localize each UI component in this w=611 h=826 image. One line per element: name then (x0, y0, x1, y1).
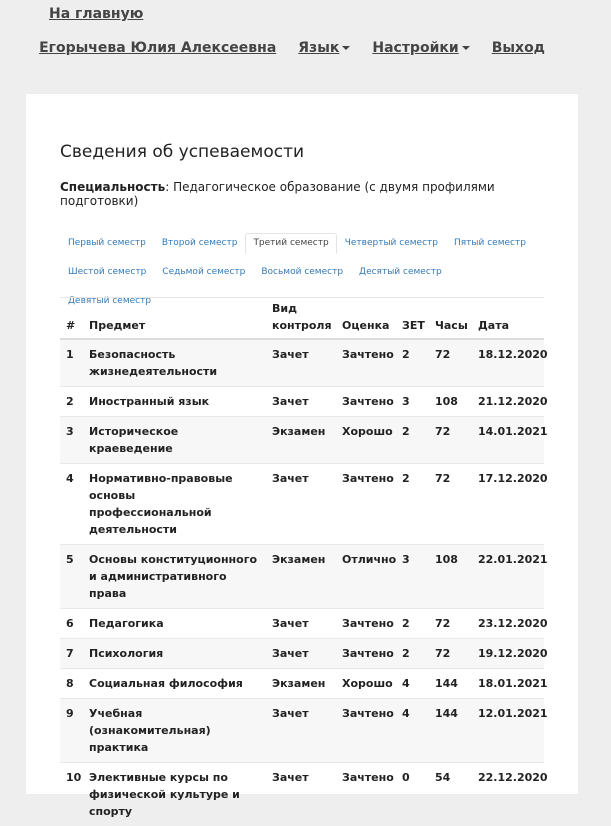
cell-grade: Зачтено (336, 387, 396, 417)
table-row (60, 699, 544, 763)
settings-label: Настройки (372, 40, 458, 56)
header-col-credits: ЗЕТ (396, 298, 429, 339)
header-col-date: Дата (472, 298, 544, 339)
language-dropdown[interactable] (298, 40, 350, 56)
cell-date: 22.12.2020 (472, 763, 544, 826)
cell-control-type: Зачет (266, 464, 336, 545)
cell-control-type: Зачет (266, 387, 336, 417)
cell-subject: Психология (83, 639, 266, 669)
cell-credits: 2 (396, 417, 429, 464)
cell-hours: 72 (429, 609, 472, 639)
tab-semester-5[interactable]: Пятый семестр (446, 233, 534, 254)
cell-number: 9 (60, 699, 83, 763)
grades-table-wrapper (60, 297, 544, 826)
cell-hours: 144 (429, 669, 472, 699)
cell-grade: Отлично (336, 545, 396, 609)
cell-hours: 72 (429, 464, 472, 545)
header-col-control-type: Вид контроля (266, 298, 336, 339)
tab-semester-7[interactable]: Седьмой семестр (154, 262, 253, 283)
cell-number: 10 (60, 763, 83, 826)
cell-subject: Безопасность жизнедеятельности (83, 339, 266, 387)
cell-control-type: Зачет (266, 639, 336, 669)
cell-grade: Зачтено (336, 609, 396, 639)
cell-number: 4 (60, 464, 83, 545)
cell-credits: 3 (396, 387, 429, 417)
tab-semester-6[interactable]: Шестой семестр (60, 262, 154, 283)
cell-grade: Хорошо (336, 417, 396, 464)
cell-grade: Зачтено (336, 763, 396, 826)
cell-control-type: Экзамен (266, 417, 336, 464)
tab-semester-3[interactable]: Третий семестр (245, 233, 336, 254)
cell-control-type: Зачет (266, 763, 336, 826)
cell-number: 5 (60, 545, 83, 609)
cell-date: 18.01.2021 (472, 669, 544, 699)
cell-subject: Учебная (ознакомительная) практика (83, 699, 266, 763)
cell-grade: Зачтено (336, 699, 396, 763)
specialty-label: Специальность (60, 180, 165, 194)
cell-hours: 72 (429, 417, 472, 464)
cell-date: 12.01.2021 (472, 699, 544, 763)
tab-semester-10[interactable]: Девятый семестр (60, 291, 159, 312)
table-body (60, 339, 544, 826)
caret-down-icon (342, 46, 350, 50)
cell-subject: Историческое краеведение (83, 417, 266, 464)
page-title: Сведения об успеваемости (60, 142, 304, 162)
top-nav (39, 40, 545, 56)
settings-dropdown[interactable] (372, 40, 469, 56)
table-row (60, 339, 544, 387)
language-label: Язык (298, 40, 339, 56)
cell-date: 14.01.2021 (472, 417, 544, 464)
cell-control-type: Зачет (266, 339, 336, 387)
cell-date: 19.12.2020 (472, 639, 544, 669)
cell-subject: Социальная философия (83, 669, 266, 699)
cell-hours: 108 (429, 387, 472, 417)
cell-control-type: Зачет (266, 609, 336, 639)
specialty-value: : Педагогическое образование (с двумя профилями подготовки) (60, 180, 495, 208)
cell-date: 21.12.2020 (472, 387, 544, 417)
cell-credits: 4 (396, 669, 429, 699)
tab-semester-9[interactable]: Десятый семестр (351, 262, 450, 283)
cell-credits: 2 (396, 609, 429, 639)
cell-control-type: Экзамен (266, 545, 336, 609)
cell-credits: 3 (396, 545, 429, 609)
cell-credits: 2 (396, 339, 429, 387)
cell-credits: 2 (396, 639, 429, 669)
cell-grade: Хорошо (336, 669, 396, 699)
cell-hours: 54 (429, 763, 472, 826)
cell-subject: Нормативно-правовые основы профессиональной деятельности (83, 464, 266, 545)
cell-control-type: Зачет (266, 699, 336, 763)
header-col-grade: Оценка (336, 298, 396, 339)
specialty-info (60, 180, 510, 208)
header-col-hours: Часы (429, 298, 472, 339)
tab-semester-8[interactable]: Восьмой семестр (253, 262, 351, 283)
table-header-row (60, 298, 544, 339)
table-row (60, 639, 544, 669)
cell-grade: Зачтено (336, 464, 396, 545)
table-row (60, 387, 544, 417)
table-row (60, 763, 544, 826)
table-row (60, 464, 544, 545)
cell-date: 22.01.2021 (472, 545, 544, 609)
cell-grade: Зачтено (336, 639, 396, 669)
caret-down-icon (462, 46, 470, 50)
header-col-number: # (60, 298, 83, 339)
cell-hours: 72 (429, 339, 472, 387)
tab-semester-4[interactable]: Четвертый семестр (337, 233, 446, 254)
cell-hours: 144 (429, 699, 472, 763)
cell-number: 7 (60, 639, 83, 669)
cell-date: 23.12.2020 (472, 609, 544, 639)
table-row (60, 545, 544, 609)
cell-subject: Педагогика (83, 609, 266, 639)
logout-link[interactable]: Выход (492, 40, 545, 56)
cell-credits: 0 (396, 763, 429, 826)
table-row (60, 669, 544, 699)
home-link[interactable]: На главную (49, 6, 143, 22)
cell-number: 1 (60, 339, 83, 387)
cell-credits: 4 (396, 699, 429, 763)
header-col-subject: Предмет (83, 298, 266, 339)
cell-date: 18.12.2020 (472, 339, 544, 387)
table-row (60, 609, 544, 639)
cell-date: 17.12.2020 (472, 464, 544, 545)
cell-credits: 2 (396, 464, 429, 545)
cell-grade: Зачтено (336, 339, 396, 387)
cell-number: 8 (60, 669, 83, 699)
cell-number: 2 (60, 387, 83, 417)
cell-control-type: Экзамен (266, 669, 336, 699)
user-name-link[interactable]: Егорычева Юлия Алексеевна (39, 40, 276, 56)
cell-number: 3 (60, 417, 83, 464)
cell-subject: Основы конституционного и административного права (83, 545, 266, 609)
cell-hours: 72 (429, 639, 472, 669)
grades-table (60, 298, 544, 826)
table-row (60, 417, 544, 464)
tab-semester-2[interactable]: Второй семестр (154, 233, 246, 254)
tab-semester-1[interactable]: Первый семестр (60, 233, 154, 254)
cell-number: 6 (60, 609, 83, 639)
content-card (26, 94, 578, 794)
cell-subject: Элективные курсы по физической культуре и спорту (83, 763, 266, 826)
cell-hours: 108 (429, 545, 472, 609)
cell-subject: Иностранный язык (83, 387, 266, 417)
